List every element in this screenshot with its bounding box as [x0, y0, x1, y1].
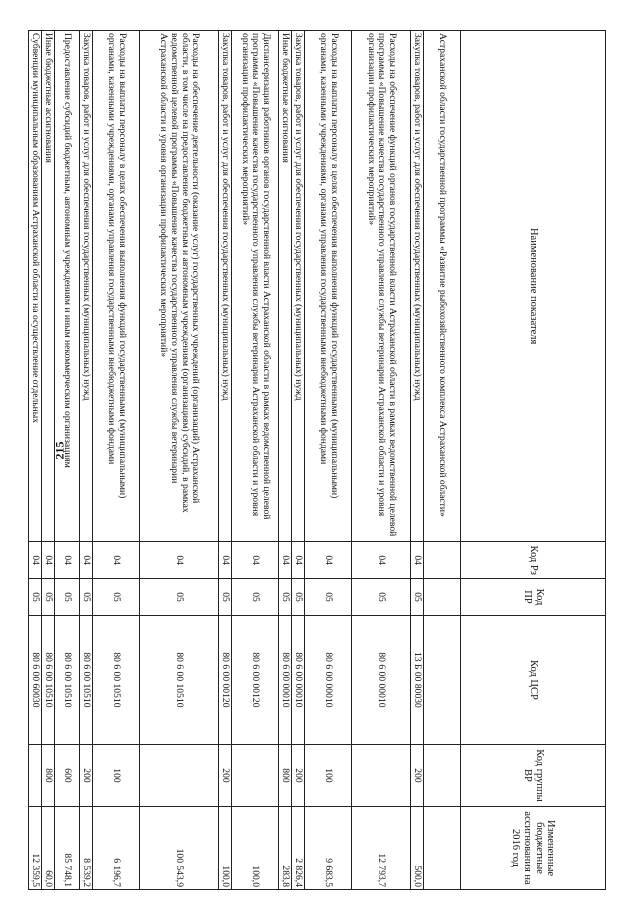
table-row: [305, 31, 352, 890]
cell-name: Закупка товаров, работ и услуг для обеспечения государственных (муниципальных) нужд: [80, 31, 93, 542]
cell-vr: [29, 744, 42, 806]
cell-pr: [424, 579, 461, 616]
cell-amount: 60,0: [42, 807, 55, 890]
cell-vr: 800: [279, 744, 292, 806]
cell-amount: 12 359,5: [29, 807, 42, 890]
cell-rz: 04: [140, 542, 219, 579]
cell-amount: 12 793,7: [352, 807, 411, 890]
budget-table: [28, 30, 606, 890]
table-row: [292, 31, 305, 890]
header-rz: Код Рз: [461, 542, 606, 579]
cell-name: Иные бюджетные ассигнования: [42, 31, 55, 542]
cell-vr: [232, 744, 279, 806]
cell-vr: 600: [55, 744, 80, 806]
cell-amount: 9 683,5: [305, 807, 352, 890]
cell-rz: 04: [80, 542, 93, 579]
cell-amount: 85 748,1: [55, 807, 80, 890]
cell-rz: 04: [55, 542, 80, 579]
cell-name: Расходы на выплаты персоналу в целях обеспечения выполнения функций государственными (муниципальными) органами, казенными учреждениями, органами управления государственными внебюджетными фондами: [93, 31, 140, 542]
header-name: Наименование показателя: [461, 31, 606, 542]
cell-amount: 8 539,2: [80, 807, 93, 890]
cell-vr: 800: [42, 744, 55, 806]
cell-name: Закупка товаров, работ и услуг для обеспечения государственных (муниципальных) нужд: [411, 31, 424, 542]
cell-name: Расходы на выплаты персоналу в целях обеспечения выполнения функций государственными (муниципальными) органами, казенными учреждениями, органами управления государственными внебюджетными фондами: [305, 31, 352, 542]
cell-amount: 100,0: [232, 807, 279, 890]
cell-csr: 80 6 00 10510: [80, 615, 93, 744]
cell-pr: 05: [411, 579, 424, 616]
cell-rz: 04: [411, 542, 424, 579]
cell-csr: 80 6 00 10510: [55, 615, 80, 744]
cell-pr: 05: [55, 579, 80, 616]
cell-rz: 04: [305, 542, 352, 579]
cell-amount: 500,0: [411, 807, 424, 890]
cell-rz: 04: [352, 542, 411, 579]
cell-pr: 05: [42, 579, 55, 616]
cell-vr: [352, 744, 411, 806]
cell-vr: [424, 744, 461, 806]
cell-pr: 05: [140, 579, 219, 616]
cell-pr: 05: [219, 579, 232, 616]
cell-vr: 200: [292, 744, 305, 806]
cell-csr: 80 6 00 00010: [292, 615, 305, 744]
cell-vr: [140, 744, 219, 806]
cell-name: Закупка товаров, работ и услуг для обеспечения государственных (муниципальных) нужд: [219, 31, 232, 542]
cell-amount: 2 826,4: [292, 807, 305, 890]
table-row: [219, 31, 232, 890]
cell-vr: 200: [219, 744, 232, 806]
cell-vr: 100: [93, 744, 140, 806]
cell-name: Иные бюджетные ассигнования: [279, 31, 292, 542]
cell-pr: 05: [232, 579, 279, 616]
table-row: [140, 31, 219, 890]
cell-pr: 05: [352, 579, 411, 616]
cell-csr: 80 6 00 00010: [305, 615, 352, 744]
cell-csr: 80 6 00 10510: [93, 615, 140, 744]
table-row: [42, 31, 55, 890]
cell-rz: 04: [219, 542, 232, 579]
cell-rz: 04: [42, 542, 55, 579]
cell-pr: 05: [305, 579, 352, 616]
cell-csr: 80 6 00 10510: [140, 615, 219, 744]
table-header-row: [461, 31, 606, 890]
cell-csr: [424, 615, 461, 744]
cell-csr: 80 6 00 00120: [232, 615, 279, 744]
table-row: [29, 31, 42, 890]
cell-amount: 283,8: [279, 807, 292, 890]
cell-name: Диспансеризация работников органов государственной власти Астраханской области в рамках ведомственной целевой программы «Повышение качества государственного управления службы ветеринарии Астраханской области и уровня организации профилактических мероприятий»: [232, 31, 279, 542]
table-row: [232, 31, 279, 890]
cell-name: Астраханской области государственной программы «Развитие рыбохозяйственного комплекса Астраханской области»: [424, 31, 461, 542]
table-row: [93, 31, 140, 890]
cell-rz: [424, 542, 461, 579]
cell-name: Расходы на обеспечение деятельности (оказание услуг) государственных учреждений (организаций) Астраханской области, в том числе на предоставление бюджетным и автономным учреждениям (организациям) субсидий, в рамках ведомственной целевой программы «Повышение качества государственного управления службы ветеринарии Астраханской области и уровня организации профилактических мероприятий»: [140, 31, 219, 542]
cell-csr: 80 6 00 60030: [29, 615, 42, 744]
cell-rz: 04: [29, 542, 42, 579]
cell-rz: 04: [232, 542, 279, 579]
cell-vr: 200: [80, 744, 93, 806]
cell-vr: 100: [305, 744, 352, 806]
cell-pr: 05: [29, 579, 42, 616]
cell-csr: 80 6 00 00120: [219, 615, 232, 744]
cell-amount: [424, 807, 461, 890]
header-csr: Код ЦСР: [461, 615, 606, 744]
table-row: [279, 31, 292, 890]
cell-csr: 80 6 00 00010: [279, 615, 292, 744]
cell-rz: 04: [279, 542, 292, 579]
table-row: [424, 31, 461, 890]
table-row: [55, 31, 80, 890]
cell-pr: 05: [292, 579, 305, 616]
cell-rz: 04: [292, 542, 305, 579]
cell-name: Закупка товаров, работ и услуг для обеспечения государственных (муниципальных) нужд: [292, 31, 305, 542]
header-vr: Код группы ВР: [461, 744, 606, 806]
cell-name: Субвенции муниципальным образованиям Астраханской области на осуществление отдельных: [29, 31, 42, 542]
cell-csr: 80 6 00 00010: [352, 615, 411, 744]
cell-rz: 04: [93, 542, 140, 579]
cell-name: Предоставление субсидий бюджетным, автономным учреждениям и иным некоммерческим организациям: [55, 31, 80, 542]
cell-csr: 80 6 00 10510: [42, 615, 55, 744]
cell-amount: 100 543,9: [140, 807, 219, 890]
header-amount: Измененные бюджетные ассигнования на 2016 год: [461, 807, 606, 890]
page-number: 215: [52, 441, 67, 460]
cell-pr: 05: [279, 579, 292, 616]
cell-pr: 05: [80, 579, 93, 616]
cell-name: Расходы на обеспечение функций органов государственной власти Астраханской области в рамках ведомственной целевой программы «Повышение качества государственного управления службы ветеринарии Астраханской области и уровня организации профилактических мероприятий»: [352, 31, 411, 542]
table-row: [352, 31, 411, 890]
table-row: [411, 31, 424, 890]
cell-pr: 05: [93, 579, 140, 616]
cell-amount: 100,0: [219, 807, 232, 890]
cell-amount: 6 196,7: [93, 807, 140, 890]
header-pr: Код ПР: [461, 579, 606, 616]
cell-csr: 13 Б 00 80030: [411, 615, 424, 744]
cell-vr: 200: [411, 744, 424, 806]
table-row: [80, 31, 93, 890]
